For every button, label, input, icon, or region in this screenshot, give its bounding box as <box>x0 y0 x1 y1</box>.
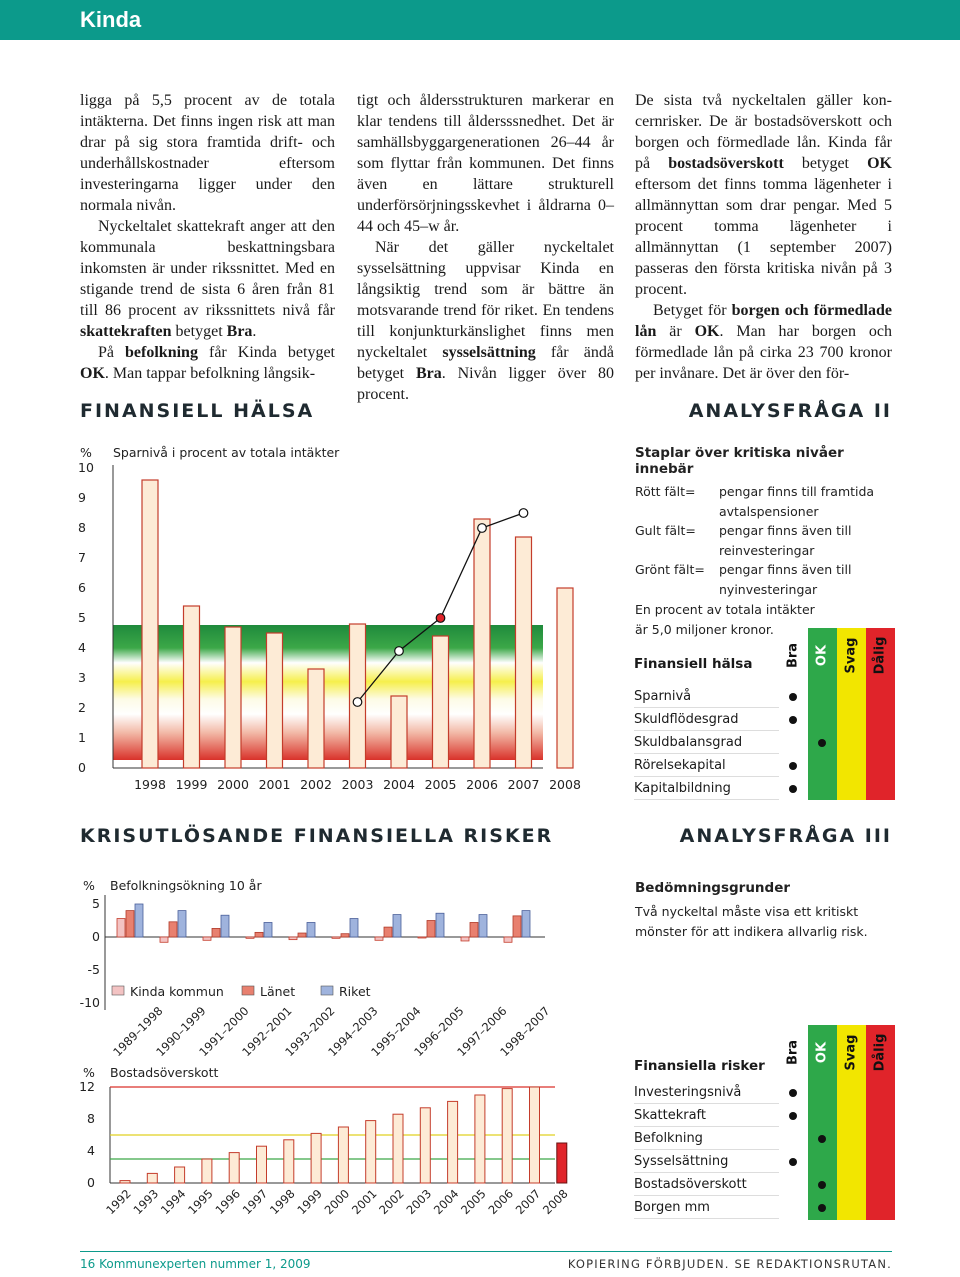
chart3-x-tick: 2008 <box>540 1186 571 1218</box>
footer-copyright: KOPIERING FÖRBJUDEN. SE REDAKTIONSRUTAN. <box>567 1257 892 1271</box>
col1-paragraph <box>80 216 335 342</box>
text-column-1 <box>80 90 335 384</box>
chart1-bar-2004 <box>391 696 407 768</box>
panel2-row-text: pengar finns även till <box>719 562 852 577</box>
chart3-x-tick: 1995 <box>185 1186 216 1218</box>
chart3-bar-1999 <box>311 1133 321 1183</box>
grade-row <box>634 777 884 800</box>
panel2-note-1: En procent av totala intäkter <box>635 602 815 617</box>
chart1-bar-2005 <box>433 636 449 768</box>
chart1-y-tick: 10 <box>78 460 94 475</box>
chart2-legend-label: Länet <box>260 984 296 999</box>
chart2-bar-riket <box>135 904 143 937</box>
section-heading-analysfraga-3: ANALYSFRÅGA III <box>679 825 892 847</box>
chart3-bar-1993 <box>147 1173 157 1183</box>
col3-paragraph <box>635 300 892 384</box>
text-run: De sista två nyckeltalen gäller kon- cernrisker. De är bostadsöverskott och borgen och förmedlade lån. Kinda får på <box>635 92 892 172</box>
chart2-x-tick: 1996–2005 <box>411 1003 467 1060</box>
chart1-x-tick: 2008 <box>549 777 581 792</box>
grade-row-label: Borgen mm <box>634 1200 710 1215</box>
panel2-row-text: avtalspensioner <box>719 503 819 519</box>
chart3-bar-1994 <box>175 1167 185 1183</box>
grade-header-svag: Svag <box>843 1034 859 1071</box>
chart1-bar-2008 <box>557 588 573 768</box>
chart2-legend-label: Kinda kommun <box>130 984 224 999</box>
grade-row <box>634 1127 884 1150</box>
chart2-bar-länet <box>169 922 177 937</box>
chart1-x-tick: 2007 <box>507 777 540 792</box>
chart1-bar-2001 <box>267 633 283 768</box>
grade-row <box>634 1173 884 1196</box>
chart3-x-tick: 2007 <box>512 1186 544 1218</box>
text-run: betyget <box>783 155 868 172</box>
chart3-x-tick: 1994 <box>157 1186 189 1218</box>
chart2-x-tick: 1997–2006 <box>454 1003 510 1060</box>
text-run: . <box>252 323 257 340</box>
text-run: får ändå betyget <box>357 344 615 382</box>
bold-term: skattekraften <box>80 323 172 340</box>
col1-paragraph <box>80 342 335 384</box>
col1-paragraph <box>80 90 335 216</box>
chart3-x-tick: 1992 <box>103 1186 134 1218</box>
grade-header-ok: OK <box>814 1041 830 1064</box>
chart2-bar-länet <box>513 916 521 937</box>
analysfraga-2-panel <box>635 445 895 639</box>
bold-term: befolkning <box>125 344 198 361</box>
chart1-y-tick: 8 <box>78 520 86 535</box>
grade-row <box>634 731 884 754</box>
col3-paragraph <box>635 90 892 300</box>
chart2-x-tick: 1994–2003 <box>325 1003 381 1060</box>
bostadsoverskott-chart <box>75 1065 595 1235</box>
chart1-x-tick: 1999 <box>175 777 208 792</box>
chart2-bar-kinda-kommun <box>246 937 254 938</box>
chart3-y-tick: 8 <box>87 1111 95 1126</box>
bold-term: OK <box>80 365 105 382</box>
chart2-bar-kinda-kommun <box>504 937 512 942</box>
chart3-x-tick: 2006 <box>485 1186 517 1218</box>
bold-term: borgen och förmedlade lån <box>635 302 892 340</box>
panel2-row <box>635 560 895 599</box>
chart3-bar-2001 <box>366 1121 376 1183</box>
panel2-row <box>635 482 895 521</box>
chart2-bar-länet <box>126 911 134 937</box>
chart2-x-tick: 1990–1999 <box>153 1003 209 1060</box>
grade-row-label: Sysselsättning <box>634 1154 729 1169</box>
chart1-bar-2002 <box>308 669 324 768</box>
finansiell-halsa-table <box>634 628 896 800</box>
chart1-trend-point-2004 <box>395 647 404 656</box>
text-run: tigt och åldersstrukturen markerar en klar tendens till åldersssnedhet. Det är samhällsbyggargenerationen 26–44 år som flyttar från kommunen. Det finns även en lättare strukturell underförsörjningsskevhet i åldrarna 0–44 och 45–w år. <box>357 92 614 235</box>
chart3-x-tick: 2001 <box>348 1186 380 1218</box>
chart1-y-tick: 3 <box>78 670 86 685</box>
grade-dot-icon <box>818 1181 826 1189</box>
befolkningsokning-chart <box>75 875 555 1065</box>
chart2-bar-riket <box>264 922 272 937</box>
grade-dot-icon <box>789 1158 797 1166</box>
chart1-title: Sparnivå i procent av totala intäkter <box>113 445 340 460</box>
grade-row <box>634 1104 884 1127</box>
grade-row <box>634 1081 884 1104</box>
chart3-x-tick: 1996 <box>212 1186 244 1218</box>
chart1-trend-point-2005 <box>436 614 445 623</box>
grade-row-label: Kapitalbildning <box>634 781 731 796</box>
chart2-bar-riket <box>178 911 186 937</box>
chart2-bar-kinda-kommun <box>332 937 340 938</box>
chart2-bar-riket <box>522 911 530 937</box>
section-heading-krisutlosande: KRISUTLÖSANDE FINANSIELLA RISKER <box>80 825 554 847</box>
col2-paragraph <box>357 237 614 405</box>
chart2-y-tick: -5 <box>87 962 100 977</box>
bold-term: Bra <box>415 365 442 382</box>
bold-term: Bra <box>226 323 253 340</box>
chart2-bar-kinda-kommun <box>289 937 297 940</box>
grade-header-dålig: Dålig <box>872 1033 888 1072</box>
chart2-x-tick: 1991–2000 <box>196 1003 252 1060</box>
chart3-bar-2003 <box>420 1108 430 1183</box>
panel2-row-text: nyinvesteringar <box>719 581 818 597</box>
chart3-x-tick: 2002 <box>376 1186 407 1218</box>
chart2-legend-swatch <box>321 986 333 995</box>
chart2-bar-länet <box>212 928 220 937</box>
panel2-row <box>635 521 895 560</box>
grade-dot-icon <box>789 1112 797 1120</box>
chart3-x-tick: 1993 <box>130 1186 162 1218</box>
text-run: Betyget för <box>653 302 732 319</box>
section-heading-analysfraga-2: ANALYSFRÅGA II <box>688 400 892 422</box>
bold-term: bostadsöverskott <box>668 155 784 172</box>
chart3-x-tick: 2005 <box>458 1186 489 1218</box>
bold-term: OK <box>867 155 892 172</box>
grade-header-svag: Svag <box>843 637 859 674</box>
chart2-bar-länet <box>341 934 349 937</box>
text-run: ligga på 5,5 procent av de totala intäkterna. Det finns ingen risk att man drar på sig stora framtida drift- och underhållskostnader eftersom investeringarna ligger under den normala nivån. <box>80 92 335 214</box>
chart2-bar-länet <box>470 922 478 937</box>
grade-row-divider <box>634 1218 779 1219</box>
table1-title: Finansiell hälsa <box>634 656 753 672</box>
chart2-bar-länet <box>255 932 263 937</box>
chart1-bar-1999 <box>184 606 200 768</box>
chart3-x-tick: 1998 <box>267 1186 298 1218</box>
chart1-x-tick: 2005 <box>424 777 457 792</box>
text-run: Nyckeltalet skattekraft anger att den kommunala beskattningsbara inkomsten är under rikssnittet. Med en stigande trend de sista 6 åren från 81 till 86 procent av rikssnittets nivå får <box>80 218 335 319</box>
grade-dot-icon <box>818 1204 826 1212</box>
chart2-bar-kinda-kommun <box>461 937 469 941</box>
chart2-legend-swatch <box>112 986 124 995</box>
grade-row-divider <box>634 799 779 800</box>
chart1-trend-point-2006 <box>478 524 487 533</box>
chart1-y-tick: 7 <box>78 550 86 565</box>
chart2-bar-riket <box>479 915 487 937</box>
chart1-bar-2007 <box>516 537 532 768</box>
chart3-bar-1992 <box>120 1181 130 1183</box>
chart2-bar-kinda-kommun <box>203 937 211 940</box>
chart3-bar-1995 <box>202 1159 212 1183</box>
grade-dot-icon <box>789 762 797 770</box>
chart3-y-tick: 0 <box>87 1175 95 1190</box>
panel2-row-text: pengar finns även till <box>719 523 852 538</box>
chart1-y-tick: 0 <box>78 760 86 775</box>
chart3-x-tick: 1997 <box>239 1186 271 1218</box>
chart2-x-tick: 1998–2007 <box>497 1003 553 1060</box>
chart2-bar-riket <box>436 913 444 937</box>
chart2-bar-kinda-kommun <box>375 937 383 940</box>
text-run: . Man tappar befolkning långsik- <box>104 365 316 382</box>
chart2-bar-riket <box>221 915 229 937</box>
text-run: På <box>98 344 126 361</box>
panel2-row-text: reinvesteringar <box>719 542 815 558</box>
chart3-x-tick: 2000 <box>321 1186 353 1218</box>
chart1-x-tick: 2004 <box>383 777 415 792</box>
grade-row <box>634 1196 884 1219</box>
chart1-y-tick: 6 <box>78 580 86 595</box>
chart3-bar-2008 <box>557 1143 567 1183</box>
grade-header-ok: OK <box>814 644 830 667</box>
grade-header-bra: Bra <box>785 642 801 669</box>
grade-dot-icon <box>789 693 797 701</box>
grade-dot-icon <box>789 716 797 724</box>
bold-term: OK <box>694 323 720 340</box>
chart1-y-tick: 9 <box>78 490 86 505</box>
chart1-bar-1998 <box>142 480 158 768</box>
grade-row-label: Skattekraft <box>634 1108 706 1123</box>
text-run: betyget <box>171 323 227 340</box>
footer-page-info: 16 Kommunexperten nummer 1, 2009 <box>80 1257 311 1271</box>
footer-rule <box>80 1251 892 1252</box>
chart3-bar-2007 <box>530 1087 540 1183</box>
chart3-bar-1998 <box>284 1140 294 1183</box>
grade-row-label: Skuldbalansgrad <box>634 735 743 750</box>
text-run: får Kinda betyget <box>197 344 335 361</box>
chart2-bar-riket <box>393 915 401 937</box>
chart3-bar-2005 <box>475 1095 485 1183</box>
analysfraga-3-panel <box>635 880 895 942</box>
finansiella-risker-table <box>634 1025 896 1220</box>
chart2-bar-riket <box>307 922 315 937</box>
chart1-bar-2006 <box>474 519 490 768</box>
chart3-bar-2000 <box>338 1127 348 1183</box>
panel2-heading: Staplar över kritiska nivåer innebär <box>635 445 844 477</box>
grade-row <box>634 708 884 731</box>
chart2-title: Befolkningsökning 10 år <box>110 878 262 893</box>
chart2-y-tick: -10 <box>79 995 100 1010</box>
chart1-trend-point-2003 <box>353 698 362 707</box>
grade-dot-icon <box>818 1135 826 1143</box>
chart2-bar-kinda-kommun <box>160 937 168 942</box>
chart3-x-tick: 2004 <box>430 1186 462 1218</box>
chart1-ylabel: % <box>80 445 92 460</box>
grade-dot-icon <box>789 1089 797 1097</box>
chart1-y-tick: 4 <box>78 640 86 655</box>
chart2-legend-label: Riket <box>339 984 371 999</box>
grade-header-bra: Bra <box>785 1039 801 1066</box>
section-heading-finansiell-halsa: FINANSIELL HÄLSA <box>80 400 315 422</box>
chart3-bar-2002 <box>393 1114 403 1183</box>
chart2-x-tick: 1995–2004 <box>368 1003 424 1060</box>
chart3-x-tick: 2003 <box>403 1186 435 1218</box>
chart3-bar-1996 <box>229 1153 239 1183</box>
panel3-heading: Bedömningsgrunder <box>635 880 791 896</box>
col2-paragraph <box>357 90 614 237</box>
chart3-bar-2006 <box>502 1089 512 1183</box>
sparniva-chart <box>75 440 581 800</box>
text-run: . Man har borgen och förmedlade lån på cirka 23 700 kronor per invånare. Det är över den för- <box>635 323 893 382</box>
chart2-x-tick: 1989–1998 <box>110 1003 166 1060</box>
panel2-row-label: Grönt fält= <box>635 562 705 577</box>
chart2-bar-länet <box>384 927 392 937</box>
panel2-row-label: Rött fält= <box>635 484 696 499</box>
chart1-x-tick: 2006 <box>466 777 498 792</box>
panel2-note-2: är 5,0 miljoner kronor. <box>635 621 774 637</box>
text-run: är <box>656 323 695 340</box>
text-run: eftersom det finns tomma lägenheter i allmännyttan som drar pengar. Med 5 procent tomma lägenheter i allmännyttan (1 september 2007) passeras den första kritiska nivån på 3 procent. <box>635 176 892 298</box>
chart2-bar-kinda-kommun <box>117 919 125 937</box>
panel3-line-2: mönster för att indikera allvarlig risk. <box>635 924 868 939</box>
chart3-title: Bostadsöverskott <box>110 1065 219 1080</box>
chart2-y-tick: 0 <box>92 929 100 944</box>
chart1-y-tick: 1 <box>78 730 86 745</box>
chart2-legend-swatch <box>242 986 254 995</box>
chart2-x-tick: 1993–2002 <box>282 1003 338 1060</box>
grade-row-label: Investeringsnivå <box>634 1085 742 1100</box>
chart1-y-tick: 5 <box>78 610 86 625</box>
bold-term: sysselsättning <box>442 344 536 361</box>
grade-header-dålig: Dålig <box>872 636 888 675</box>
chart3-y-tick: 12 <box>79 1079 95 1094</box>
page-title: Kinda <box>80 7 142 32</box>
chart2-bar-kinda-kommun <box>418 937 426 938</box>
text-run: . Nivån ligger över 80 procent. <box>357 365 614 403</box>
chart1-trend-point-2007 <box>519 509 528 518</box>
chart1-x-tick: 2000 <box>217 777 249 792</box>
grade-row <box>634 1150 884 1173</box>
chart1-x-tick: 2001 <box>258 777 291 792</box>
chart3-x-tick: 1999 <box>294 1186 325 1218</box>
panel3-line-1: Två nyckeltal måste visa ett kritiskt <box>635 904 859 919</box>
chart3-ylabel: % <box>83 1065 95 1080</box>
chart2-y-tick: 5 <box>92 896 100 911</box>
grade-row-label: Rörelsekapital <box>634 758 726 773</box>
grade-row-label: Bostadsöverskott <box>634 1177 747 1192</box>
text-run: När det gäller nyckeltalet sysselsättning uppvisar Kinda en långsiktig trend som är bättre än motsvarande trend för riket. En tendens till konjunkturkänslighet finns men nyckeltalet <box>357 239 614 361</box>
grade-row-label: Befolkning <box>634 1131 703 1146</box>
chart2-bar-riket <box>350 919 358 937</box>
chart2-bar-länet <box>427 921 435 938</box>
chart1-bar-2000 <box>225 627 241 768</box>
chart1-x-tick: 2002 <box>300 777 332 792</box>
text-column-3 <box>635 90 892 384</box>
text-column-2 <box>357 90 614 405</box>
grade-dot-icon <box>789 785 797 793</box>
table2-title: Finansiella risker <box>634 1058 765 1074</box>
chart2-ylabel: % <box>83 878 95 893</box>
grade-row <box>634 754 884 777</box>
chart1-x-tick: 1998 <box>134 777 166 792</box>
grade-row <box>634 685 884 708</box>
page-header-bar <box>0 0 960 40</box>
panel2-row-text: pengar finns till framtida <box>719 484 875 499</box>
chart2-x-tick: 1992–2001 <box>239 1003 295 1060</box>
grade-row-label: Sparnivå <box>634 689 692 704</box>
chart1-x-tick: 2003 <box>341 777 374 792</box>
chart1-y-tick: 2 <box>78 700 86 715</box>
chart3-bar-1997 <box>257 1146 267 1183</box>
chart3-bar-2004 <box>448 1101 458 1183</box>
grade-row-label: Skuldflödesgrad <box>634 712 739 727</box>
chart3-y-tick: 4 <box>87 1143 95 1158</box>
chart2-bar-länet <box>298 933 306 937</box>
grade-dot-icon <box>818 739 826 747</box>
panel2-row-label: Gult fält= <box>635 523 696 538</box>
